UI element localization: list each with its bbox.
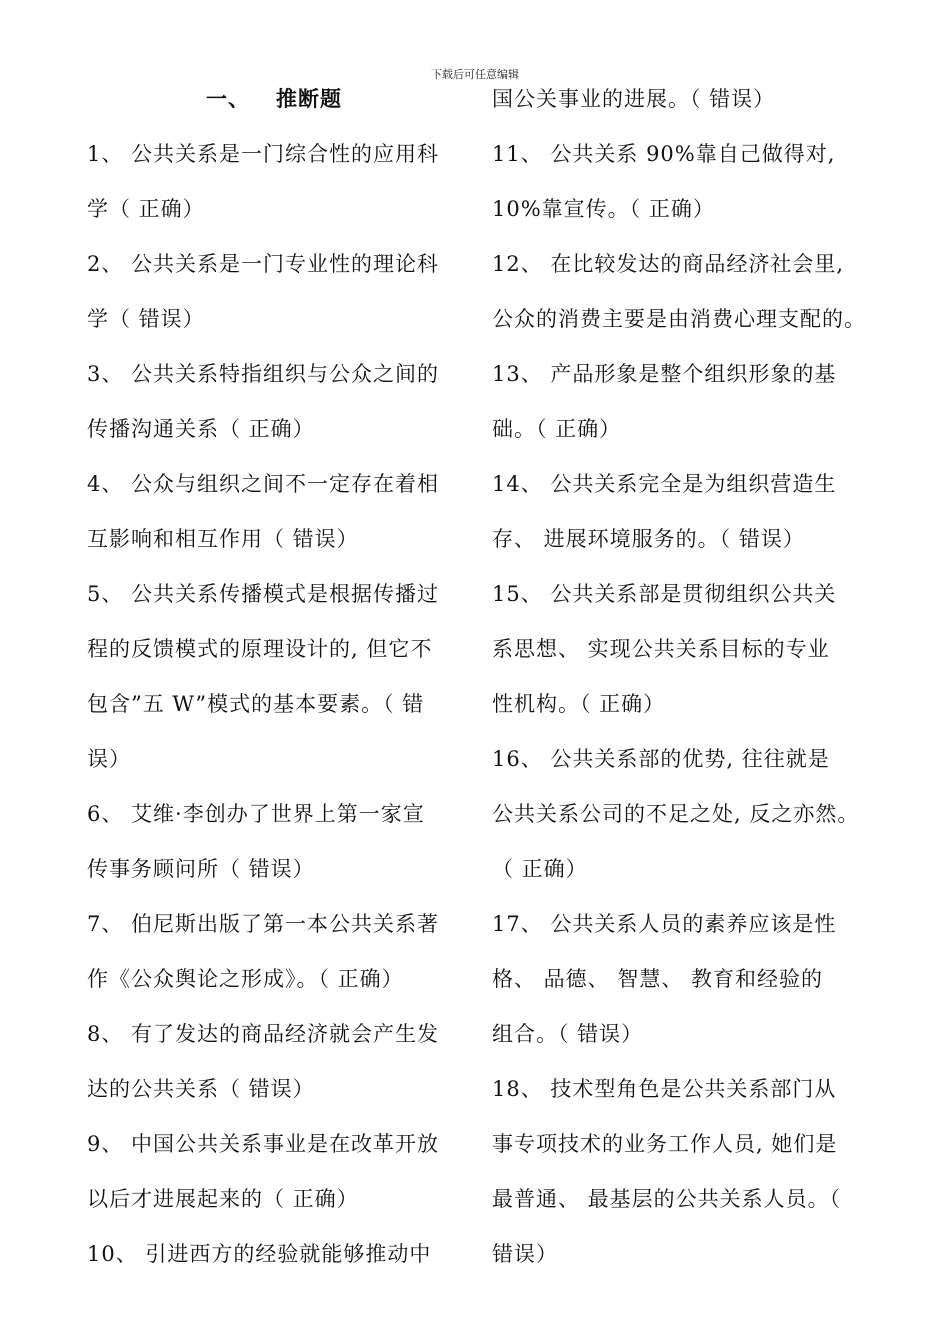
text-line: 14、 公共关系完全是为组织营造生 (492, 472, 837, 496)
text-line: 5、 公共关系传播模式是根据传播过 (87, 582, 440, 606)
section-title-text: 推断题 (276, 87, 342, 111)
text-line: 8、 有了发达的商品经济就会产生发 (87, 1022, 440, 1046)
text-line: 错误） (492, 1242, 558, 1266)
text-line: 公共关系公司的不足之处, 反之亦然。 (492, 802, 860, 826)
text-line: 15、 公共关系部是贯彻组织公共关 (492, 582, 837, 606)
text-line: 公众的消费主要是由消费心理支配的。 (492, 307, 866, 331)
text-line: 6、 艾维·李创办了世界上第一家宣 (87, 802, 425, 826)
text-line: 3、 公共关系特指组织与公众之间的 (87, 362, 440, 386)
text-line: （ 正确） (492, 857, 588, 881)
text-line: 2、 公共关系是一门专业性的理论科 (87, 252, 440, 276)
text-line: 误） (87, 747, 131, 771)
text-line: 互影响和相互作用（ 错误） (87, 527, 359, 551)
text-line: 组合。（ 错误） (492, 1022, 644, 1046)
text-line: 7、 伯尼斯出版了第一本公共关系著 (87, 912, 440, 936)
text-line: 作《公众舆论之形成》。（ 正确） (87, 967, 404, 991)
section-number: 一、 (206, 87, 250, 111)
text-line: 最普通、 最基层的公共关系人员。（ (492, 1187, 842, 1211)
text-line: 11、 公共关系 90%靠自己做得对, (492, 142, 836, 166)
right-column (492, 72, 892, 1282)
text-line: 传播沟通关系（ 正确） (87, 417, 315, 441)
text-line: 9、 中国公共关系事业是在改革开放 (87, 1132, 440, 1156)
text-line: 1、 公共关系是一门综合性的应用科 (87, 142, 440, 166)
text-line: 传事务顾问所（ 错误） (87, 857, 315, 881)
text-line: 国公关事业的进展。（ 错误） (492, 87, 776, 111)
text-line: 系思想、 实现公共关系目标的专业 (492, 637, 830, 661)
text-line: 18、 技术型角色是公共关系部门从 (492, 1077, 837, 1101)
text-line: 学（ 错误） (87, 307, 205, 331)
text-line: 存、 进展环境服务的。（ 错误） (492, 527, 805, 551)
left-column (87, 127, 467, 1282)
header-note: 下载后可任意编辑 (431, 68, 519, 81)
text-line: 12、 在比较发达的商品经济社会里, (492, 252, 845, 276)
text-line: 包含”五 W”模式的基本要素。（ 错 (87, 692, 425, 716)
text-line: 4、 公众与组织之间不一定存在着相 (87, 472, 440, 496)
text-line: 格、 品德、 智慧、 教育和经验的 (492, 967, 824, 991)
section-title (206, 83, 342, 113)
text-line: 13、 产品形象是整个组织形象的基 (492, 362, 837, 386)
text-line: 础。（ 正确） (492, 417, 622, 441)
text-line: 以后才进展起来的（ 正确） (87, 1187, 359, 1211)
text-line: 10、 引进西方的经验就能够推动中 (87, 1242, 432, 1266)
text-line: 16、 公共关系部的优势, 往往就是 (492, 747, 830, 771)
text-line: 17、 公共关系人员的素养应该是性 (492, 912, 837, 936)
text-line: 事专项技术的业务工作人员, 她们是 (492, 1132, 838, 1156)
text-line: 学（ 正确） (87, 197, 205, 221)
text-line: 程的反馈模式的原理设计的, 但它不 (87, 637, 433, 661)
text-line: 10%靠宣传。（ 正确） (492, 197, 715, 221)
text-line: 性机构。（ 正确） (492, 692, 666, 716)
text-line: 达的公共关系（ 错误） (87, 1077, 315, 1101)
